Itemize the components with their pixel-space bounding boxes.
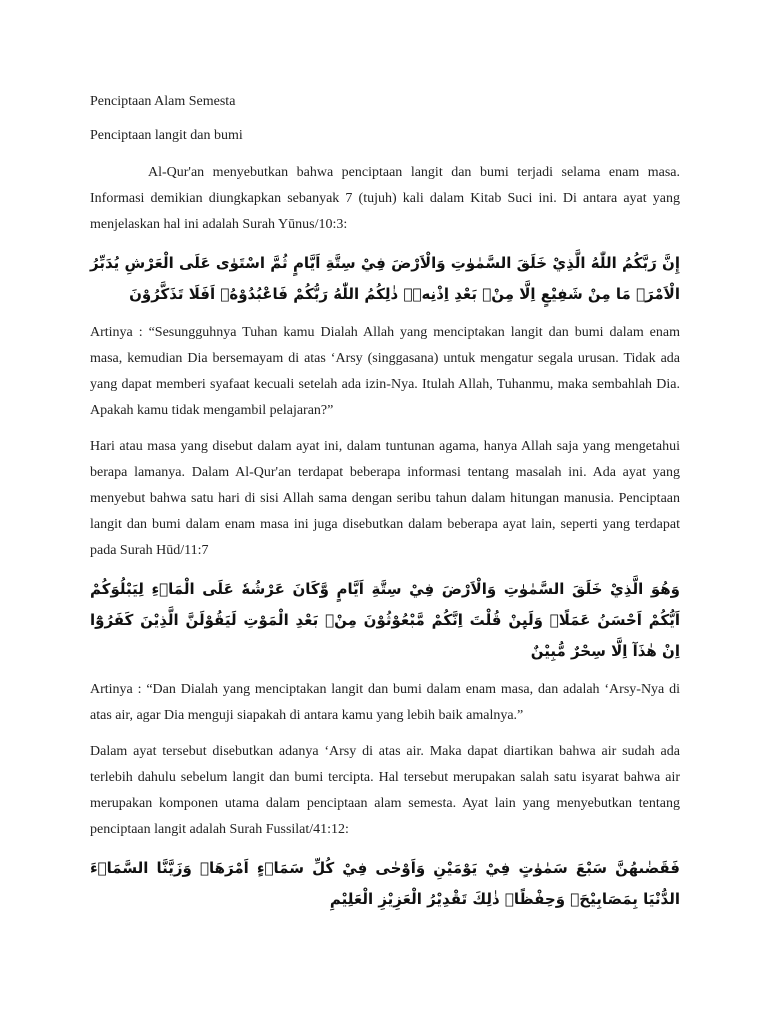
translation-hud: Artinya : “Dan Dialah yang menciptakan langit dan bumi dalam enam masa, dan adalah ‘Arsy-Nya di atas air, agar Dia menguji siapakah di antara kamu yang lebih baik amalnya.” [90, 682, 680, 723]
document-title: Penciptaan Alam Semesta [90, 94, 236, 109]
section-subtitle: Penciptaan langit dan bumi [90, 128, 243, 143]
arabic-verse-hud: وَهُوَ الَّذِيْ خَلَقَ السَّمٰوٰتِ وَالْاَرْضَ فِيْ سِتَّةِ اَيَّامٍ وَّكَانَ عَرْشُهٗ عَلَى الْمَاۤءِ لِيَبْلُوَكُمْ اَيُّكُمْ اَحْسَنُ عَمَلًاۗ وَلَىِٕنْ قُلْتَ اِنَّكُمْ مَّبْعُوْثُوْنَ مِنْۢ بَعْدِ الْمَوْتِ لَيَقُوْلَنَّ الَّذِيْنَ كَفَرُوْٓا اِنْ هٰذَآ اِلَّا سِحْرٌ مُّبِيْنٌ [90, 580, 680, 660]
arabic-verse-fussilat: فَقَضٰىهُنَّ سَبْعَ سَمٰوٰتٍ فِيْ يَوْمَيْنِ وَاَوْحٰى فِيْ كُلِّ سَمَاۤءٍ اَمْرَهَاۗ وَزَيَّنَّا السَّمَاۤءَ الدُّنْيَا بِمَصَابِيْحَۖ وَحِفْظًاۗ ذٰلِكَ تَقْدِيْرُ الْعَزِيْزِ الْعَلِيْمِ [90, 859, 680, 908]
intro-paragraph: Al-Qur'an menyebutkan bahwa penciptaan langit dan bumi terjadi selama enam masa. Informasi demikian diungkapkan sebanyak 7 (tujuh) kali dalam Kitab Suci ini. Di antara ayat yang menjelaskan hal ini adalah Surah Yūnus/10:3: [90, 165, 680, 232]
arabic-verse-yunus: إِنَّ رَبَّكُمُ اللّٰهُ الَّذِيْ خَلَقَ السَّمٰوٰتِ وَالْاَرْضَ فِيْ سِتَّةِ اَيَّامٍ ثُمَّ اسْتَوٰى عَلَى الْعَرْشِ يُدَبِّرُ الْاَمْرَۗ مَا مِنْ شَفِيْعٍ اِلَّا مِنْۢ بَعْدِ اِذْنِهٖۗ ذٰلِكُمُ اللّٰهُ رَبُّكُمْ فَاعْبُدُوْهُۗ اَفَلَا تَذَكَّرُوْنَ [90, 254, 680, 303]
explanation-paragraph: Hari atau masa yang disebut dalam ayat ini, dalam tuntunan agama, hanya Allah saja yang mengetahui berapa lamanya. Dalam Al-Qur'an terdapat beberapa informasi tentang masalah ini. Ada ayat yang menyebut bahwa satu hari di sisi Allah sama dengan seribu tahun dalam hitungan manusia. Penciptaan langit dan bumi dalam enam masa ini juga disebutkan dalam beberapa ayat lain, seperti yang terdapat pada Surah Hūd/11:7 [90, 439, 680, 558]
document-page [90, 92, 680, 925]
water-paragraph: Dalam ayat tersebut disebutkan adanya ‘Arsy di atas air. Maka dapat diartikan bahwa air sudah ada terlebih dahulu sebelum langit dan bumi tercipta. Hal tersebut merupakan salah satu isyarat bahwa air merupakan komponen utama dalam penciptaan alam semesta. Ayat lain yang menyebutkan tentang penciptaan langit adalah Surah Fussilat/41:12: [90, 744, 680, 837]
translation-yunus: Artinya : “Sesungguhnya Tuhan kamu Dialah Allah yang menciptakan langit dan bumi dalam enam masa, kemudian Dia bersemayam di atas ‘Arsy (singgasana) untuk mengatur segala urusan. Tidak ada yang dapat memberi syafaat kecuali setelah ada izin-Nya. Itulah Allah, Tuhanmu, maka sembahlah Dia. Apakah kamu tidak mengambil pelajaran?” [90, 325, 680, 418]
